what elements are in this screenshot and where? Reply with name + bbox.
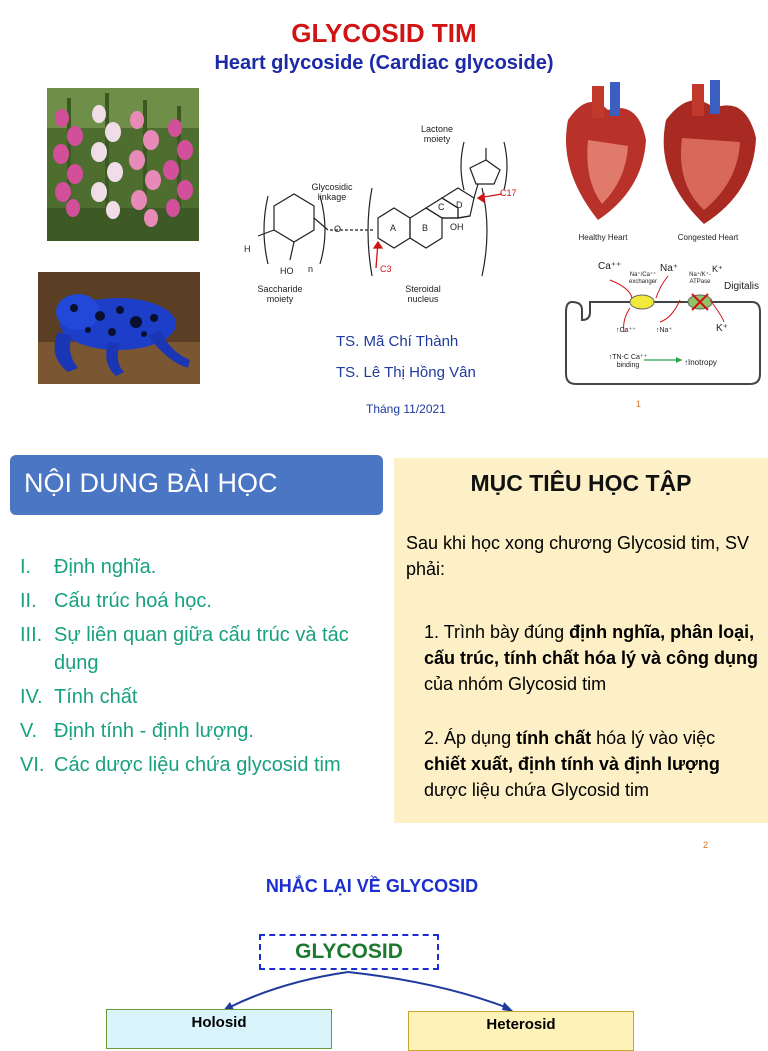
authors: [336, 326, 476, 388]
cardiac-glycoside-structure-diagram: [238, 118, 538, 318]
list-item-number: II.: [20, 590, 37, 612]
content-list: [20, 553, 380, 785]
list-item-number: I.: [20, 556, 32, 578]
ring-d-label: D: [456, 200, 463, 210]
digitalis-label: Digitalis: [724, 281, 760, 292]
list-item-text: Định tính - định lượng.: [54, 720, 254, 742]
slide-title: GLYCOSID TIM: [291, 18, 477, 48]
goal-2-mid: hóa lý vào việc: [591, 728, 716, 748]
glycosid-root-box: GLYCOSID: [259, 934, 439, 970]
section-title: NHẮC LẠI VỀ GLYCOSID: [265, 876, 479, 896]
k-top-label: K⁺: [712, 264, 723, 274]
ring-b-label: B: [422, 223, 429, 233]
na-label: Na⁺: [660, 263, 679, 274]
inotropy-label: ↑Inotropy: [684, 358, 717, 367]
glycosidic-linkage-label: Glycosidic linkage: [311, 182, 353, 202]
ring-c-label: C: [438, 202, 445, 212]
goal-1-bold: định nghĩa, phân loại, cấu trúc, tính chất hóa lý và công dụng: [424, 622, 759, 668]
slide-subtitle: Heart glycoside (Cardiac glycoside): [214, 52, 554, 74]
foxglove-photo: [47, 88, 199, 241]
cell-mechanism-diagram: [560, 258, 768, 390]
goal-1-prefix: 1. Trình bày đúng: [424, 622, 570, 642]
ho-label: HO: [280, 266, 294, 276]
list-item-number: VI.: [20, 754, 45, 776]
o-label: O: [334, 224, 342, 234]
ring-a-label: A: [390, 223, 397, 233]
list-item-text: Sự liên quan giữa cấu trúc và tác dụng: [54, 624, 349, 674]
content-header: NỘI DUNG BÀI HỌC: [10, 455, 383, 515]
list-item-text: Tính chất: [54, 686, 138, 708]
page-number-2: 2: [703, 840, 709, 850]
list-item-text: Định nghĩa.: [54, 556, 157, 578]
list-item-number: IV.: [20, 686, 43, 708]
list-item: [20, 587, 380, 615]
page-number-1: 1: [636, 399, 642, 409]
list-item-text: Cấu trúc hoá học.: [54, 590, 212, 612]
exchanger-label: Na⁺/Ca⁺⁺ exchanger: [628, 272, 658, 285]
tnc-label: ↑TN-C Ca⁺⁺ binding: [608, 354, 648, 369]
poison-frog-photo: [38, 272, 200, 384]
congested-heart-label: Congested Heart: [677, 233, 739, 242]
h-label: H: [244, 244, 251, 254]
na-inside-label: ↑Na⁺: [656, 327, 673, 334]
goal-2-bold-2: chiết xuất, định tính và định lượng: [424, 754, 720, 774]
healthy-heart-label: Healthy Heart: [578, 233, 628, 242]
list-item: [20, 751, 380, 779]
goals-intro: Sau khi học xong chương Glycosid tim, SV phải:: [406, 533, 750, 579]
heterosid-box: Heterosid: [408, 1011, 634, 1051]
list-item: [20, 683, 380, 711]
goal-2-prefix: 2. Áp dụng: [424, 728, 517, 748]
list-item-number: III.: [20, 624, 43, 646]
goal-2-bold-1: tính chất: [516, 728, 592, 748]
date-label: Tháng 11/2021: [366, 402, 446, 416]
list-item: [20, 553, 380, 581]
steroidal-nucleus-label: Steroidal nucleus: [405, 284, 441, 304]
n-label: n: [308, 264, 314, 274]
list-item-text: Các dược liệu chứa glycosid tim: [54, 754, 341, 776]
k-inside-label: K⁺: [716, 323, 728, 334]
goal-2: [424, 725, 760, 803]
holosid-box: Holosid: [106, 1009, 332, 1049]
ca-inside-label: ↑Ca⁺⁺: [616, 327, 636, 334]
list-item-number: V.: [20, 720, 38, 742]
ca-label: Ca⁺⁺: [598, 261, 622, 272]
c17-label: C17: [500, 188, 517, 198]
goal-2-suffix: dược liệu chứa Glycosid tim: [424, 780, 649, 800]
oh-label: OH: [450, 222, 464, 232]
lactone-moiety-label: Lactone moiety: [420, 124, 454, 144]
list-item: [20, 621, 380, 677]
goal-1: [424, 619, 760, 697]
author-2: TS. Lê Thị Hồng Vân: [336, 364, 476, 381]
author-1: TS. Mã Chí Thành: [336, 333, 459, 350]
list-item: [20, 717, 380, 745]
goal-1-suffix: của nhóm Glycosid tim: [424, 674, 607, 694]
heart-comparison-illustration: [548, 80, 760, 250]
goals-title: MỤC TIÊU HỌC TẬP: [470, 470, 692, 496]
atpase-label: Na⁺/K⁺- ATPase: [689, 272, 711, 285]
saccharide-moiety-label: Saccharide moiety: [257, 284, 303, 304]
c3-label: C3: [380, 264, 392, 274]
